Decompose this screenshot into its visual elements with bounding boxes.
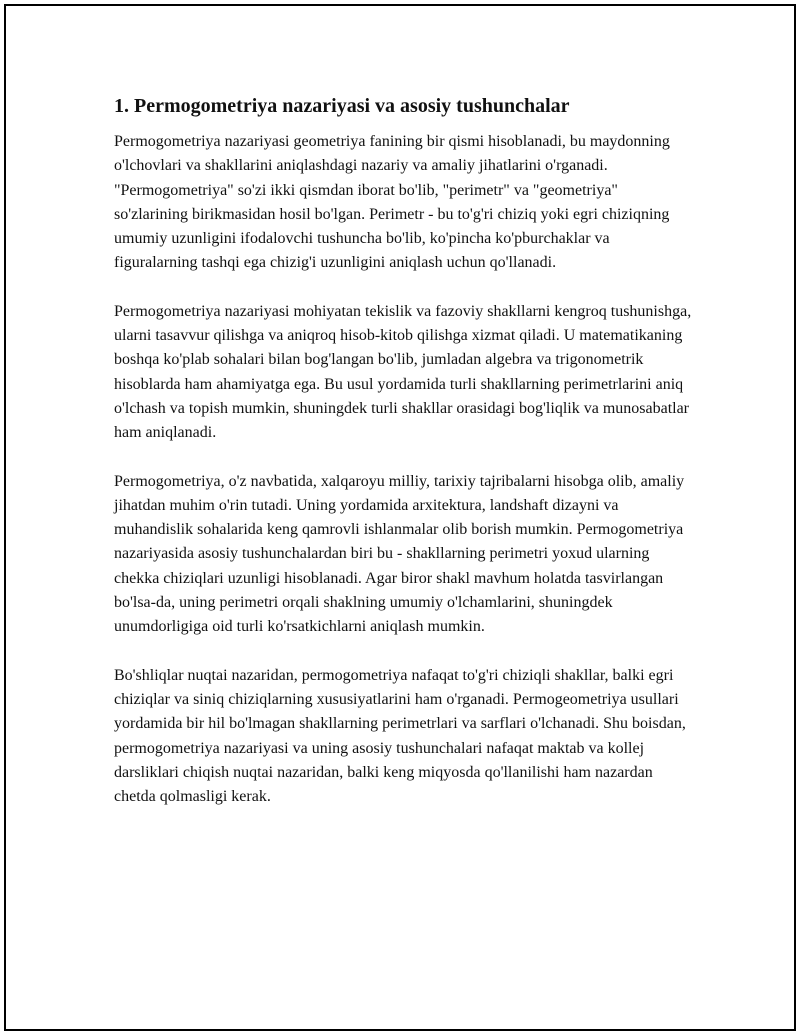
paragraph-3: Permogometriya, o'z navbatida, xalqaroyu milliy, tarixiy tajribalarni hisobga olib, amaliy jihatdan muhim o'rin tutadi. Uning yordamida arxitektura, landshaft dizayni va muhandislik sohalarida keng qamrovli ishlanmalar olib borish mumkin. Permogometriya nazariyasida asosiy tushunchalardan biri bu - shakllarning perimetri yoxud ularning chekka chiziqlari uzunligi hisoblanadi. Agar biror shakl mavhum holatda tasvirlangan bo'lsa-da, uning perimetri orqali shaklning umumiy o'lchamlarini, shuningdek unumdorligiga oid turli ko'rsatkichlarni aniqlash mumkin. <box>114 472 685 636</box>
paragraph-1: Permogometriya nazariyasi geometriya fanining bir qismi hisoblanadi, bu maydonning o'lchovlari va shakllarini aniqlashdagi nazariy va amaliy jihatlarini o'rganadi. "Permogometriya" so'zi ikki qismdan iborat bo'lib, "perimetr" va "geometriya" so'zlarining birikmasidan hosil bo'lgan. Perimetr - bu to'g'ri chiziq yoki egri chiziqning umumiy uzunligini ifodalovchi tushuncha bo'lib, ko'pincha ko'pburchaklar va figuralarning tashqi ega chizig'i uzunligini aniqlash uchun qo'llanadi. <box>114 133 670 272</box>
section-heading: 1. Permogometriya nazariyasi va asosiy tushunchalar <box>114 95 570 117</box>
paragraph-4: Bo'shliqlar nuqtai nazaridan, permogometriya nafaqat to'g'ri chiziqli shakllar, balki egri chiziqlar va siniq chiziqlarning xususiyatlarini ham o'rganadi. Permogeometriya usullari yordamida bir hil bo'lmagan shakllarning perimetrlari va sarflari o'lchanadi. Shu boisdan, permogometriya nazariyasi va uning asosiy tushunchalari nafaqat maktab va kollej darsliklari chiqish nuqtai nazaridan, balki keng miqyosda qo'llanilishi ham nazardan chetda qolmasligi kerak. <box>114 666 686 806</box>
paragraph-2: Permogometriya nazariyasi mohiyatan tekislik va fazoviy shakllarni kengroq tushunishga, ularni tasavvur qilishga va aniqroq hisob-kitob qilishga xizmat qiladi. U matematikaning boshqa ko'plab sohalari bilan bog'langan bo'lib, jumladan algebra va trigonometrik hisoblarda ham ahamiyatga ega. Bu usul yordamida turli shakllarning perimetrlarini aniq o'lchash va topish mumkin, shuningdek turli shakllar orasidagi bog'liqlik va munosabatlar ham aniqlanadi. <box>114 302 692 442</box>
document-body <box>114 94 694 833</box>
